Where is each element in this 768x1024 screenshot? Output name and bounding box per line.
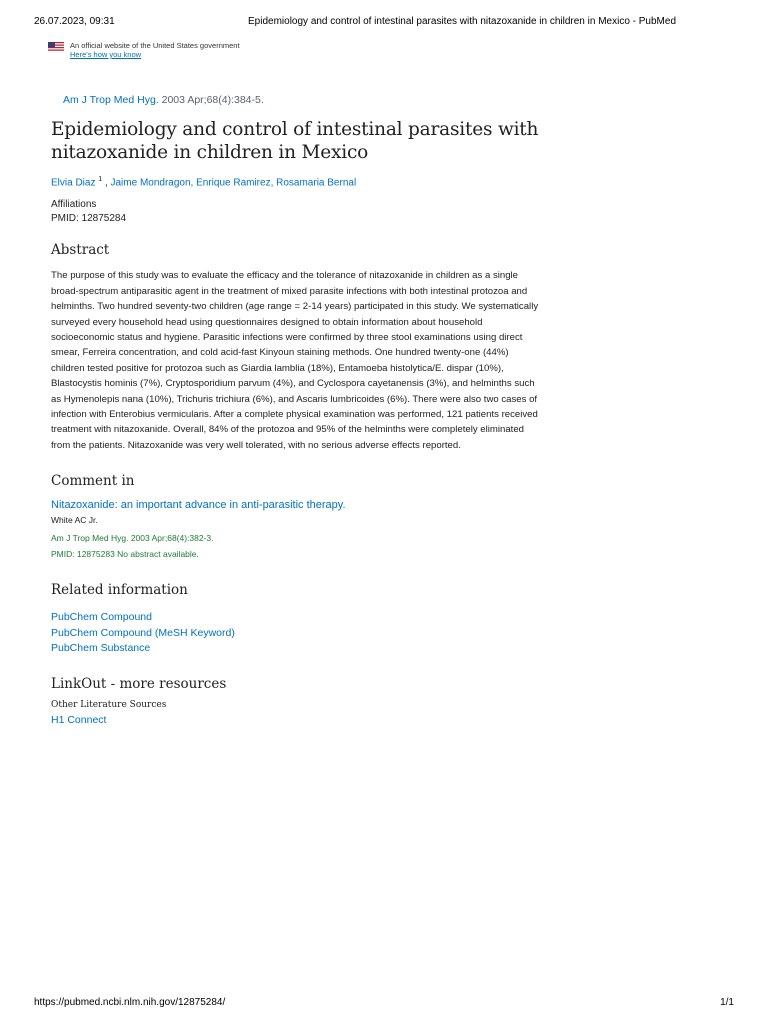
- related-info-heading: Related information: [51, 582, 188, 599]
- page-number: 1/1: [720, 997, 734, 1008]
- linkout-heading: LinkOut - more resources: [51, 676, 227, 693]
- comment-pmid: PMID: 12875283 No abstract available.: [51, 549, 199, 560]
- pubchem-substance-link[interactable]: PubChem Substance: [51, 642, 151, 655]
- abstract-heading: Abstract: [51, 242, 110, 259]
- other-literature-heading: Other Literature Sources: [51, 700, 167, 711]
- comment-author: White AC Jr.: [51, 515, 98, 526]
- pubchem-compound-mesh-link[interactable]: PubChem Compound (MeSH Keyword): [51, 626, 235, 639]
- print-page-title: Epidemiology and control of intestinal parasites with nitazoxanide in children in Mexico - PubMed: [248, 16, 677, 27]
- journal-link[interactable]: Am J Trop Med Hyg.: [63, 94, 159, 106]
- article-title: Epidemiology and control of intestinal parasites with nitazoxanide in children in Mexico: [51, 119, 539, 163]
- h1-connect-link[interactable]: H1 Connect: [51, 714, 107, 727]
- author-link-first[interactable]: Elvia Diaz: [51, 177, 96, 189]
- print-datetime: 26.07.2023, 09:31: [34, 16, 115, 27]
- citation-details: 2003 Apr;68(4):384-5.: [161, 94, 264, 106]
- gov-official-text: An official website of the United States government: [70, 41, 240, 50]
- article-citation: [63, 94, 543, 106]
- heres-how-link[interactable]: Here's how you know: [70, 50, 142, 59]
- pubchem-compound-link[interactable]: PubChem Compound: [51, 611, 152, 624]
- author-list: [51, 176, 543, 188]
- comment-citation: Am J Trop Med Hyg. 2003 Apr;68(4):382-3.: [51, 533, 214, 544]
- article-content: [51, 94, 543, 729]
- pmid: PMID: 12875284: [51, 213, 127, 225]
- us-flag-icon: [48, 42, 64, 52]
- author-separator: ,: [104, 177, 108, 189]
- abstract-text: The purpose of this study was to evaluate the efficacy and the tolerance of nitazoxanide in children as a single broad-spectrum antiparasitic agent in the treatment of mixed parasite infections with both intestinal protozoa and helminths. Two hundred seventy-two children (age range = 2-14 years) participated in this study. We systematically surveyed every household head using questionnaires designed to obtain information about household socioeconomic status and hygiene. Parasitic infections were confirmed by three stool examinations using direct smear, Ferreira concentration, and cold acid-fast Kinyoun staining methods. One hundred twenty-one (44%) children tested positive for protozoa such as Giardia lamblia (18%), Entamoeba histolytica/E. dispar (10%), Blastocystis hominis (7%), Cryptosporidium parvum (4%), and Cyclospora cayetanensis (3%), and helminths such as Hymenolepis nana (10%), Trichuris trichiura (6%), and Ascaris lumbricoides (6%). There were also two cases of infection with Enterobius vermicularis. After a complete physical examination was performed, 121 patients received treatment with nitazoxanide. Overall, 84% of the protozoa and 95% of the helminths were completely eliminated from the patients. Nitazoxanide was very well tolerated, with no serious adverse effects reported.: [51, 270, 539, 451]
- author-links-rest[interactable]: Jaime Mondragon, Enrique Ramirez, Rosamaria Bernal: [110, 177, 357, 189]
- comment-heading: Comment in: [51, 473, 135, 490]
- print-url: https://pubmed.ncbi.nlm.nih.gov/12875284/: [34, 997, 226, 1008]
- affiliations-toggle[interactable]: Affiliations: [51, 199, 97, 211]
- affiliation-marker[interactable]: 1: [98, 176, 103, 183]
- comment-article-link[interactable]: Nitazoxanide: an important advance in anti-parasitic therapy.: [51, 499, 346, 512]
